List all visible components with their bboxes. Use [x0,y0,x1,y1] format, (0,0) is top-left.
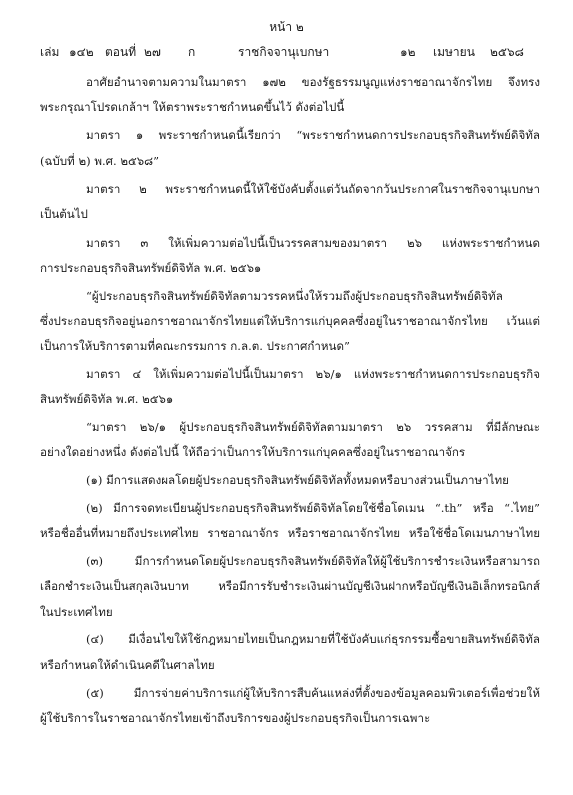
gazette-header [0,43,573,59]
text-line: เลือกชำระเงินเป็นสกุลเงินบาท หรือมีการรับชำระเงินผ่านบัญชีเงินฝากหรือบัญชีเงินอิเล็กทรอนิกส์ [40,579,540,593]
volume-number: ๑๔๒ [69,45,94,59]
text-line: (๔) มีเงื่อนไขให้ใช้กฎหมายไทยเป็นกฎหมายที่ใช้บังคับแก่ธุรกรรมซื้อขายสินทรัพย์ดิจิทัล [86,632,540,646]
text-line: หรือกำหนดให้ดำเนินคดีในศาลไทย [40,658,215,672]
text-line: (ฉบับที่ ๒) พ.ศ. ๒๕๖๘” [40,154,160,168]
date-year: ๒๕๖๘ [490,45,524,59]
text-line: หรือชื่ออื่นที่หมายถึงประเทศไทย ราชอาณาจักร หรือราชอาณาจักรไทย หรือใช้ชื่อโดเมนภาษาไทย [40,526,540,540]
text-line: พระกรุณาโปรดเกล้าฯ ให้ตราพระราชกำหนดขึ้นไว้ ดังต่อไปนี้ [40,100,345,114]
text-line: “มาตรา ๒๖/๑ ผู้ประกอบธุรกิจสินทรัพย์ดิจิทัลตามมาตรา ๒๖ วรรคสาม ที่มีลักษณะ [86,420,540,434]
page-number: หน้า ๒ [269,20,304,34]
text-line: เป็นการให้บริการตามที่คณะกรรมการ ก.ล.ต. ประกาศกำหนด” [40,339,350,353]
date-day: ๑๒ [400,45,416,59]
text-line: (๑) มีการแสดงผลโดยผู้ประกอบธุรกิจสินทรัพย์ดิจิทัลทั้งหมดหรือบางส่วนเป็นภาษาไทย [86,473,509,487]
text-line: สินทรัพย์ดิจิทัล พ.ศ. ๒๕๖๑ [40,392,174,406]
text-line: (๕) มีการจ่ายค่าบริการแก่ผู้ให้บริการสืบค้นแหล่งที่ตั้งของข้อมูลคอมพิวเตอร์เพื่อช่วยให้ [86,686,540,700]
part-number: ๒๗ [144,45,161,59]
text-line: อย่างใดอย่างหนึ่ง ดังต่อไปนี้ ให้ถือว่าเป็นการให้บริการแก่บุคคลซึ่งอยู่ในราชอาณาจักร [40,445,466,459]
text-line: ซึ่งประกอบธุรกิจอยู่นอกราชอาณาจักรไทยแต่ให้บริการแก่บุคคลซึ่งอยู่ในราชอาณาจักรไทย เว้นแต่ [40,314,540,328]
text-line: มาตรา ๒ พระราชกำหนดนี้ให้ใช้บังคับตั้งแต่วันถัดจากวันประกาศในราชกิจจานุเบกษา [86,182,540,196]
volume-label: เล่ม [40,45,60,59]
text-line: ในประเทศไทย [40,605,113,619]
text-line: (๒) มีการจดทะเบียนผู้ประกอบธุรกิจสินทรัพย์ดิจิทัลโดยใช้ชื่อโดเมน “.th” หรือ “.ไทย” [86,501,540,515]
text-line: มาตรา ๑ พระราชกำหนดนี้เรียกว่า “พระราชกำหนดการประกอบธุรกิจสินทรัพย์ดิจิทัล [86,128,540,142]
text-line: เป็นต้นไป [40,207,88,221]
date-month: เมษายน [433,45,475,59]
gazette-name: ราชกิจจานุเบกษา [238,45,330,59]
text-line: “ผู้ประกอบธุรกิจสินทรัพย์ดิจิทัลตามวรรคหนึ่งให้รวมถึงผู้ประกอบธุรกิจสินทรัพย์ดิจิทัล [86,289,503,303]
text-line: การประกอบธุรกิจสินทรัพย์ดิจิทัล พ.ศ. ๒๕๖๑ [40,261,262,275]
section-letter: ก [188,45,196,59]
text-line: อาศัยอำนาจตามความในมาตรา ๑๗๒ ของรัฐธรรมนูญแห่งราชอาณาจักรไทย จึงทรง [86,75,540,89]
part-label: ตอนที่ [105,45,137,59]
text-line: (๓) มีการกำหนดโดยผู้ประกอบธุรกิจสินทรัพย์ดิจิทัลให้ผู้ใช้บริการชำระเงินหรือสามารถ [86,554,540,568]
text-line: ผู้ใช้บริการในราชอาณาจักรไทยเข้าถึงบริการของผู้ประกอบธุรกิจเป็นการเฉพาะ [40,711,431,725]
text-line: มาตรา ๓ ให้เพิ่มความต่อไปนี้เป็นวรรคสามของมาตรา ๒๖ แห่งพระราชกำหนด [86,236,540,250]
text-line: มาตรา ๔ ให้เพิ่มความต่อไปนี้เป็นมาตรา ๒๖/๑ แห่งพระราชกำหนดการประกอบธุรกิจ [86,367,540,381]
